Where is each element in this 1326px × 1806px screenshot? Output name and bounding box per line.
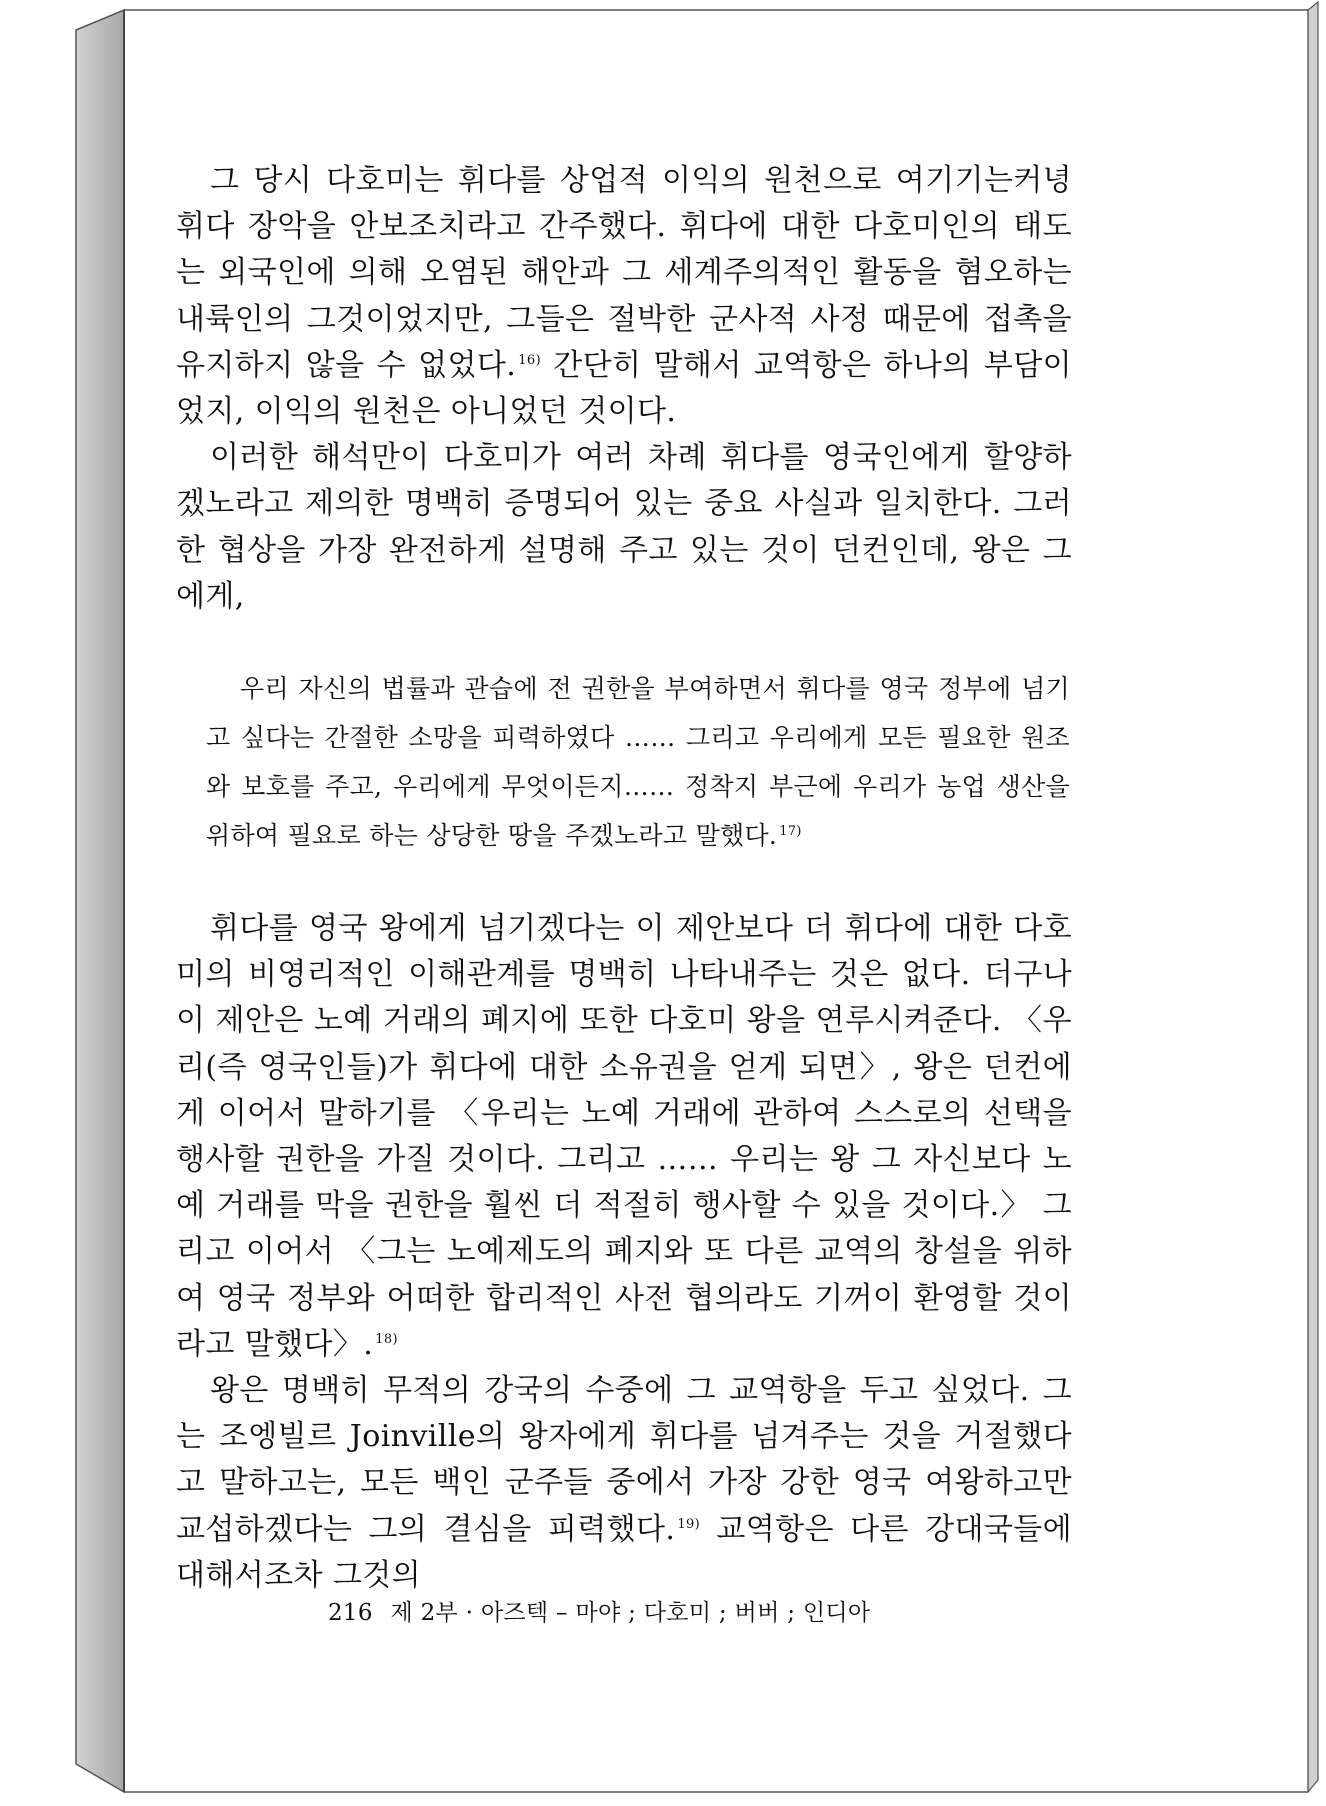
book-right-edge: [1308, 2, 1318, 1792]
paragraph-4: [176, 1368, 1072, 1599]
page-footer: [328, 1594, 1028, 1627]
paragraph-2: [176, 435, 1072, 620]
paragraph-1-text: 그 당시 다호미는 휘다를 상업적 이익의 원천으로 여기기는커녕 휘다 장악을 안보조치라고 간주했다. 휘다에 대한 다호미인의 태도는 외국인에 의해 오염된 해안과 그 세계주의적인 활동을 혐오하는 내륙인의 그것이었지만, 그들은 절박한 군사적 사정 때문에 접촉을 유지하지 않을 수 없었다.: [176, 163, 1072, 383]
paragraph-4-continuation: 교역항은 다른 강대국들에 대해서조차 그것의: [176, 1511, 1072, 1593]
footnote-ref-19[interactable]: 19): [677, 1516, 701, 1532]
footnote-ref-18[interactable]: 18): [375, 1331, 399, 1347]
paragraph-1: [176, 158, 1072, 435]
paragraph-4-text: 왕은 명백히 무적의 강국의 수중에 그 교역항을 두고 싶었다. 그는 조엥빌르 Joinville의 왕자에게 휘다를 넘겨주는 것을 거절했다고 말하고는, 모든 백인 군주들 중에서 가장 강한 영국 여왕하고만 교섭하겠다는 그의 결심을 피력했다.: [176, 1373, 1072, 1547]
block-quote: [206, 664, 1070, 860]
body-text: [176, 158, 1072, 1599]
footnote-ref-17[interactable]: 17): [779, 823, 802, 839]
book-spine: [76, 10, 124, 1792]
paragraph-3: [176, 906, 1072, 1368]
paragraph-3-text: 휘다를 영국 왕에게 넘기겠다는 이 제안보다 더 휘다에 대한 다호미의 비영리적인 이해관계를 명백히 나타내주는 것은 없다. 더구나 이 제안은 노예 거래의 폐지에 또한 다호미 왕을 연루시켜준다. 〈우리(즉 영국인들)가 휘다에 대한 소유권을 얻게 되면〉, 왕은 던컨에게 이어서 말하기를 〈우리는 노예 거래에 관하여 스스로의 선택을 행사할 권한을 가질 것이다. 그리고 …… 우리는 왕 그 자신보다 노예 거래를 막을 권한을 훨씬 더 적절히 행사할 수 있을 것이다.〉 그리고 이어서 〈그는 노예제도의 폐지와 또 다른 교역의 창설을 위하여 영국 정부와 어떠한 합리적인 사전 협의라도 기꺼이 환영할 것이라고 말했다〉.: [176, 911, 1072, 1362]
block-quote-text: 우리 자신의 법률과 관습에 전 권한을 부여하면서 휘다를 영국 정부에 넘기고 싶다는 간절한 소망을 피력하였다 …… 그리고 우리에게 모든 필요한 원조와 보호를 주고, 우리에게 무엇이든지…… 정착지 부근에 우리가 농업 생산을 위하여 필요로 하는 상당한 땅을 주겠노라고 말했다.: [206, 674, 1070, 851]
paragraph-1-continuation: 간단히 말해서 교역항은 하나의 부담이었지, 이익의 원천은 아니었던 것이다.: [176, 347, 1073, 430]
footnote-ref-16[interactable]: 16): [518, 352, 542, 368]
paragraph-2-text: 이러한 해석만이 다호미가 여러 차례 휘다를 영국인에게 할양하겠노라고 제의한 명백히 증명되어 있는 중요 사실과 일치한다. 그러한 협상을 가장 완전하게 설명해 주고 있는 것이 던컨인데, 왕은 그에게,: [176, 440, 1072, 614]
page-number: 216: [328, 1600, 373, 1626]
running-title: 제 2부 · 아즈텍 – 마야 ; 다호미 ; 버버 ; 인디아: [390, 1600, 871, 1626]
